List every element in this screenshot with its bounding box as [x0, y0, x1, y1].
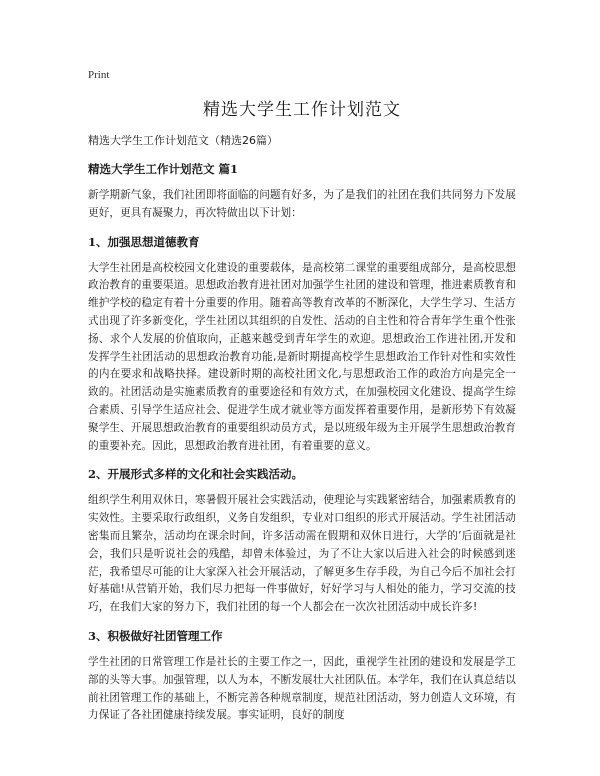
document-subtitle: 精选大学生工作计划范文（精选26篇） — [88, 134, 278, 147]
section-paragraph: 学生社团的日常管理工作是社长的主要工作之一，因此，重视学生社团的建设和发展是学工部的头等大事。加强管理，以人为本，不断发展壮大社团队伍。本学年，我们在认真总结以前社团管理工作的基础上，不断完善各种规章制度，规范社团活动，努力创造人文环境，有力保证了各社团健康持续发展。事实证明，良好的制度 — [88, 655, 516, 722]
section-paragraph: 组织学生利用双休日，寒暑假开展社会实践活动，使理论与实践紧密结合，加强素质教育的实效性。主要采取行政组织，义务自发组织，专业对口组织的形式开展活动。学生社团活动密集而且繁杂，活动均在课余时间，许多活动需在假期和双休日进行，大学的’后面就是社会，我们只是听说社会的残酷，却曾未体验过，为了不让大家以后进入社会的时候感到迷茫，我希望尽可能的让大家深入社会开展活动，了解更多生存手段，为自己今后不加社会打好基础!从营销开始，我们尽力把每一件事做好，好好学习与人相处的能力，学习交流的技巧，在我们大家的努力下，我们社团的每一个人都会在一次次社团活动中成长许多! — [88, 494, 516, 614]
document-page — [88, 68, 516, 736]
section-heading: 1、加强思想道德教育 — [88, 234, 200, 249]
section-heading: 3、积极做好社团管理工作 — [88, 628, 223, 643]
section-heading: 2、开展形式多样的文化和社会实践活动。 — [88, 467, 303, 482]
article-heading: 精选大学生工作计划范文 篇1 — [88, 162, 239, 176]
document-title: 精选大学生工作计划范文 — [203, 100, 401, 120]
intro-paragraph: 新学期新气象，我们社团即将面临的问题有好多，为了是我们的社团在我们共同努力下发展更好，更具有凝聚力，再次特做出以下计划： — [88, 189, 516, 219]
print-label: Print — [88, 69, 110, 81]
section-paragraph: 大学生社团是高校校园文化建设的重要载体，是高校第二课堂的重要组成部分，是高校思想政治教育的重要渠道。思想政治教育进社团对加强学生社团的建设和管理，推进素质教育和维护学校的稳定有着十分重要的作用。随着高等教育改革的不断深化，大学生学习、生活方式出现了许多新变化，学生社团以其组织的自发性、活动的自主性和符合青年学生重个性张扬、求个人发展的价值取向，正越来越受到青年学生的欢迎。思想政治工作进社团,开发和发挥学生社团活动的思想政治教育功能,是新时期提高校学生思想政治工作针对性和实效性的内在要求和战略抉择。建设新时期的高校社团文化,与思想政治工作的政治方向是完全一致的。社团活动是实施素质教育的重要途径和有效方式，在加强校园文化建设、提高学生综合素质、引导学生适应社会、促进学生成才就业等方面发挥着重要作用，是新形势下有效凝聚学生、开展思想政治教育的重要组织动员方式，是以班级年级为主开展学生思想政治教育的重要补充。因此，思想政治教育进社团，有着重要的意义。 — [88, 261, 516, 452]
